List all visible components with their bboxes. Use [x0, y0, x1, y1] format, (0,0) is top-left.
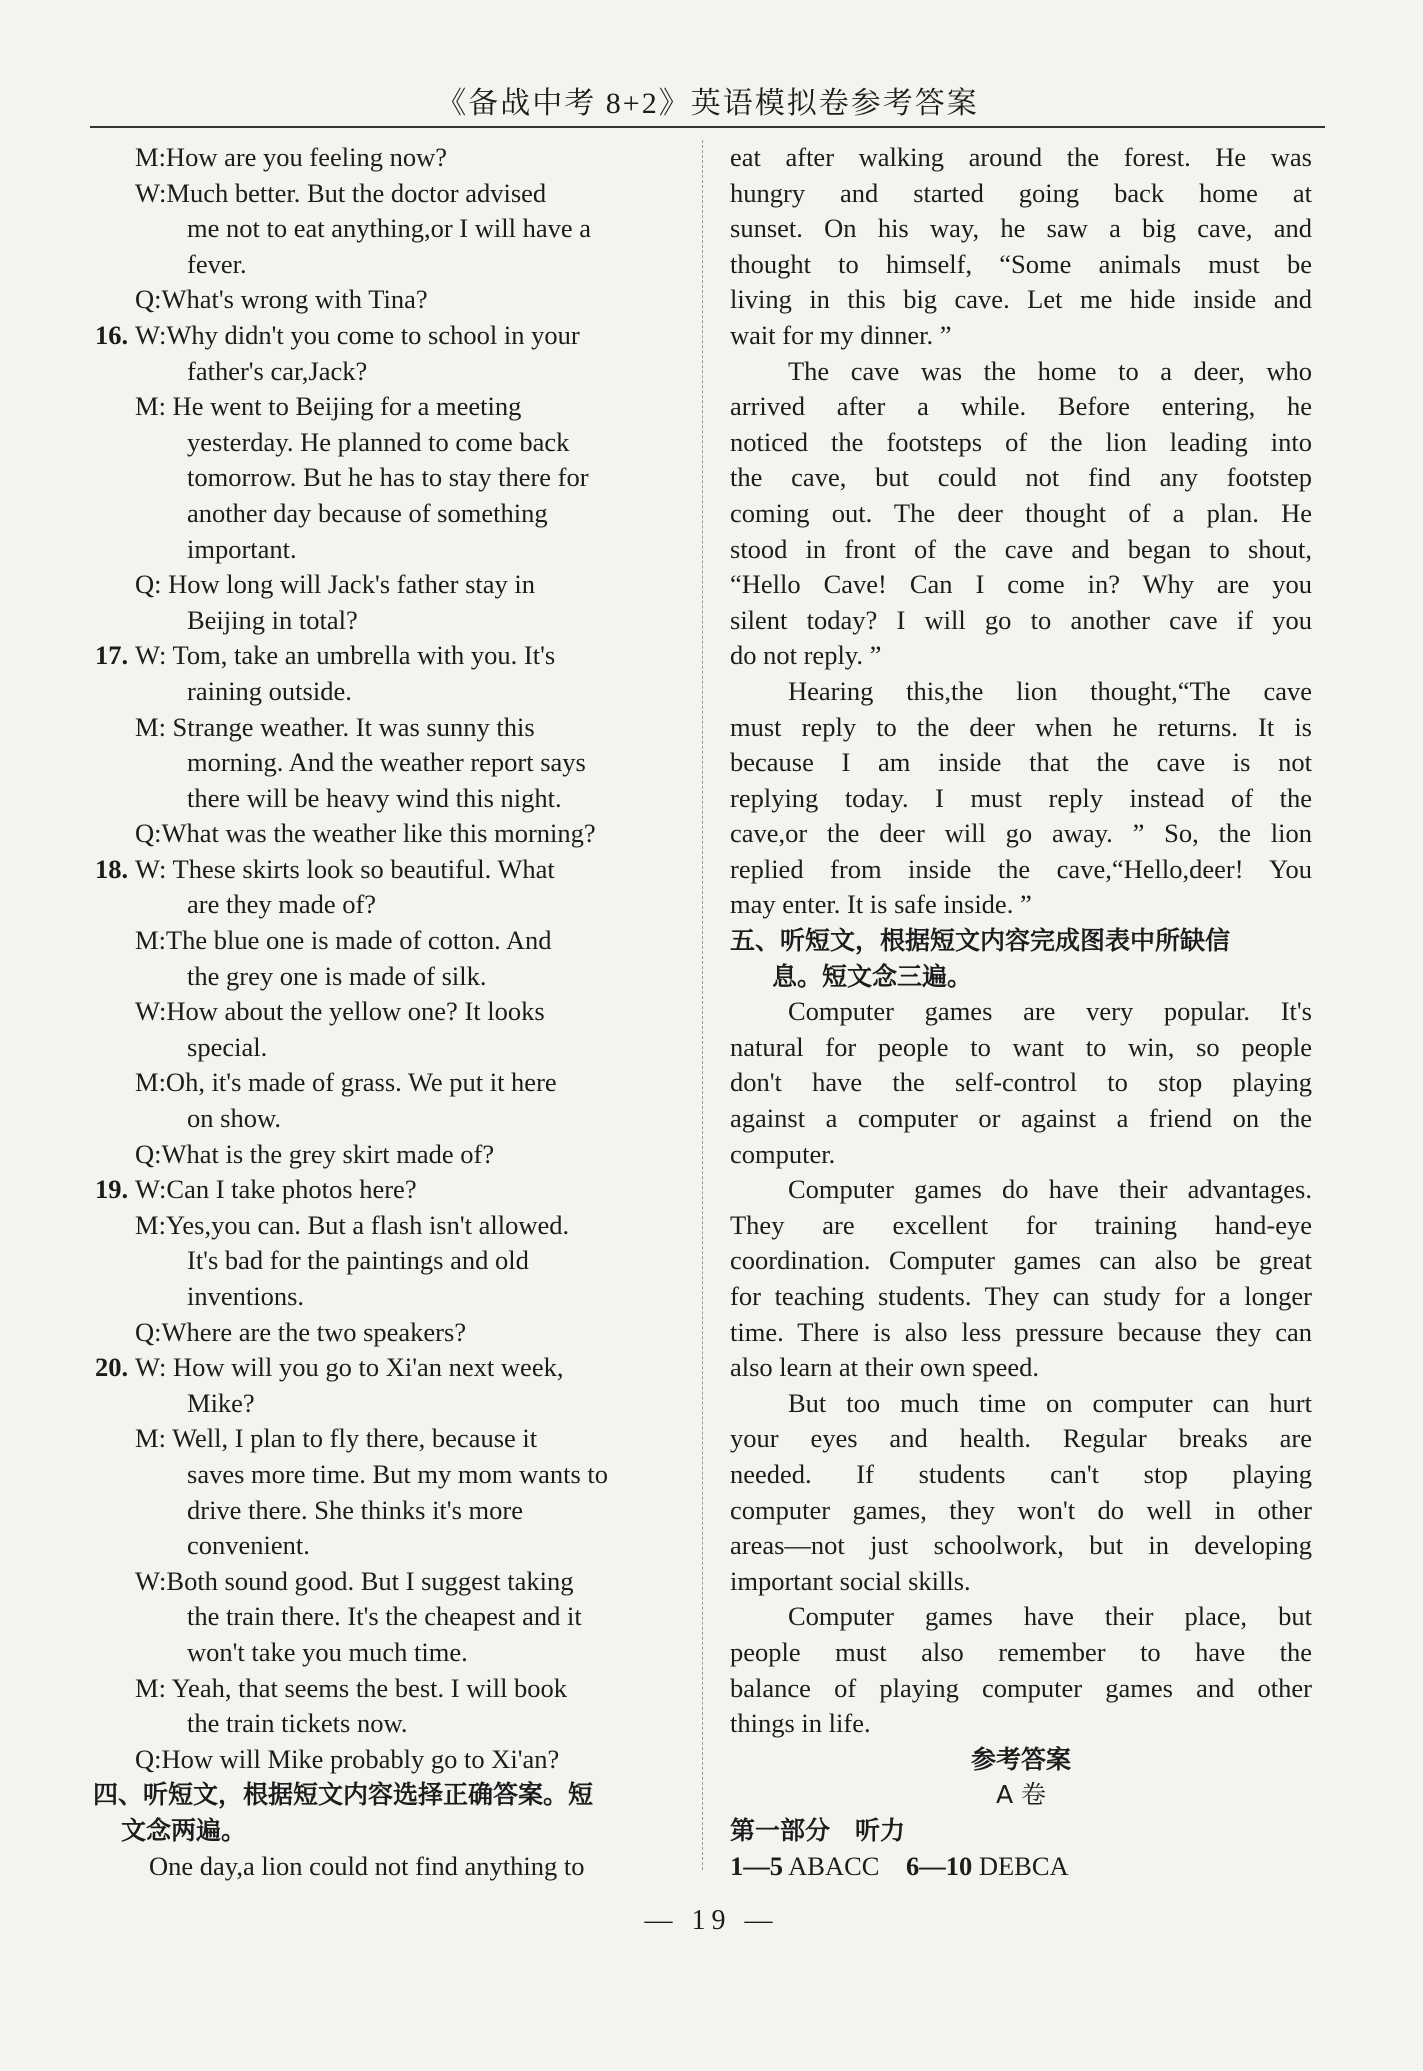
dialogue-text: M: He went to Beijing for a meeting: [135, 391, 522, 422]
passage-line: may enter. It is safe inside. ”: [730, 889, 1032, 920]
passage-line: One day,a lion could not find anything to: [149, 1850, 585, 1881]
dialogue-line: [95, 1350, 675, 1386]
dialogue-text: M:Yes,you can. But a flash isn't allowed.: [135, 1209, 570, 1240]
dialogue-text: raining outside.: [187, 675, 352, 706]
passage-line: computer games, they won't do well in other: [730, 1494, 1312, 1525]
passage-line: noticed the footsteps of the lion leading into: [730, 426, 1312, 457]
dialogue-line: [135, 923, 675, 959]
right-column: [730, 140, 1312, 1884]
passage-line: must reply to the deer when he returns. It is: [730, 711, 1312, 742]
passage-line: do not reply. ”: [730, 640, 882, 671]
dialogue-line: [135, 1457, 675, 1493]
dialogue-text: M:The blue one is made of cotton. And: [135, 925, 552, 956]
dialogue-text: inventions.: [187, 1281, 305, 1311]
dialogue-line: [135, 959, 675, 995]
passage-line: your eyes and health. Regular breaks are: [730, 1423, 1312, 1454]
question-number: 19.: [95, 1174, 129, 1205]
dialogue-line: [135, 1599, 675, 1635]
dialogue-line: [135, 1564, 675, 1600]
dialogue-text: W: Tom, take an umbrella with you. It's: [135, 640, 556, 671]
dialogue-line: [135, 425, 675, 461]
dialogue-text: yesterday. He planned to come back: [187, 426, 570, 457]
passage-line: important social skills.: [730, 1565, 971, 1596]
answers-part: 第一部分 听力: [730, 1815, 906, 1845]
dialogue-text: Q: How long will Jack's father stay in: [135, 569, 535, 600]
dialogue-text: W:Both sound good. But I suggest taking: [135, 1565, 574, 1596]
dialogue-line: [135, 389, 675, 425]
passage-line: because I am inside that the cave is not: [730, 747, 1312, 778]
passage-line: areas—not just schoolwork, but in developing: [730, 1530, 1312, 1561]
dialogue-text: father's car,Jack?: [187, 355, 368, 386]
dialogue-text: me not to eat anything,or I will have a: [187, 213, 592, 244]
passage-line: thought to himself, “Some animals must be: [730, 248, 1312, 279]
answers-title: 参考答案: [970, 1744, 1071, 1774]
answer-range: 6—10: [905, 1850, 973, 1881]
page-number: — 19 —: [644, 1905, 779, 1936]
dialogue-text: convenient.: [187, 1530, 310, 1561]
dialogue-line: [135, 1671, 675, 1707]
dialogue-line: [135, 1386, 675, 1422]
dialogue-line: [135, 816, 675, 852]
dialogue-text: drive there. She thinks it's more: [187, 1494, 523, 1525]
dialogue-text: M: Well, I plan to fly there, because it: [135, 1423, 538, 1454]
dialogue-text: saves more time. But my mom wants to: [187, 1458, 609, 1489]
dialogue-line: [95, 318, 675, 354]
dialogue-text: W: These skirts look so beautiful. What: [135, 853, 555, 884]
dialogue-line: [135, 532, 675, 568]
dialogue-line: [135, 567, 675, 603]
question-number: 17.: [95, 640, 129, 671]
dialogue-line: [135, 1243, 675, 1279]
dialogue-line: [135, 1279, 675, 1315]
dialogue-text: W:Can I take photos here?: [135, 1174, 417, 1205]
passage-line: arrived after a while. Before entering, he: [730, 391, 1312, 422]
page-header: 《备战中考 8+2》英语模拟卷参考答案: [436, 87, 979, 120]
question-number: 18.: [95, 853, 129, 884]
dialogue-line: [135, 674, 675, 710]
dialogue-text: Q:What's wrong with Tina?: [135, 284, 428, 315]
dialogue-text: Q:How will Mike probably go to Xi'an?: [135, 1743, 560, 1774]
dialogue-line: [135, 745, 675, 781]
passage-line: wait for my dinner. ”: [730, 319, 952, 350]
dialogue-line: [135, 460, 675, 496]
dialogue-line: [135, 282, 675, 318]
dialogue-line: [135, 1528, 675, 1564]
passage-line: natural for people to want to win, so people: [730, 1031, 1312, 1062]
dialogue-line: [135, 247, 675, 283]
passage-line: hungry and started going back home at: [730, 177, 1312, 208]
passage-line: Computer games are very popular. It's: [788, 996, 1312, 1027]
passage-line: sunset. On his way, he saw a big cave, and: [730, 213, 1312, 244]
dialogue-line: [135, 1065, 675, 1101]
dialogue-text: morning. And the weather report says: [187, 747, 586, 778]
left-column: [93, 140, 675, 1884]
question-number: 20.: [95, 1352, 129, 1383]
dialogue-line: [135, 1742, 675, 1778]
passage-line: “Hello Cave! Can I come in? Why are you: [730, 569, 1312, 600]
dialogue-line: [135, 211, 675, 247]
header-rule: [90, 126, 1325, 128]
dialogue-text: the train tickets now.: [187, 1708, 408, 1739]
passage-line: But too much time on computer can hurt: [788, 1387, 1312, 1418]
dialogue-text: Mike?: [187, 1387, 255, 1418]
passage-line: balance of playing computer games and other: [730, 1672, 1312, 1703]
passage-line: don't have the self-control to stop playing: [730, 1067, 1312, 1098]
dialogue-text: M: Strange weather. It was sunny this: [135, 711, 535, 742]
passage-line: also learn at their own speed.: [730, 1352, 1040, 1383]
dialogue-line: [135, 1493, 675, 1529]
answer-letters: ABACC: [783, 1850, 906, 1881]
dialogue-text: fever.: [187, 248, 247, 279]
section-4-title: 四、听短文，根据短文内容选择正确答案。短: [93, 1780, 594, 1810]
dialogue-line: [95, 638, 675, 674]
passage-line: silent today? I will go to another cave if you: [730, 604, 1312, 635]
answers-row: [730, 1849, 1312, 1885]
passage-line: computer.: [730, 1138, 836, 1169]
section-5-title-cont: 息。短文念三遍。: [772, 961, 973, 991]
dialogue-text: on show.: [187, 1103, 281, 1134]
dialogue-line: [135, 140, 675, 176]
section-4-title-cont: 文念两遍。: [121, 1815, 247, 1845]
passage-line: eat after walking around the forest. He was: [730, 142, 1312, 172]
dialogue-line: [135, 176, 675, 212]
dialogue-line: [135, 1706, 675, 1742]
dialogue-text: M:Oh, it's made of grass. We put it here: [135, 1067, 557, 1098]
passage-line: replying today. I must reply instead of the: [730, 782, 1312, 813]
dialogue-text: Q:Where are the two speakers?: [135, 1316, 467, 1347]
dialogue-line: [135, 1137, 675, 1173]
dialogue-text: tomorrow. But he has to stay there for: [187, 462, 589, 493]
dialogue-text: there will be heavy wind this night.: [187, 782, 562, 813]
dialogue-line: [135, 781, 675, 817]
dialogue-text: W:How about the yellow one? It looks: [135, 996, 545, 1027]
dialogue-line: [135, 1101, 675, 1137]
passage-line: Computer games have their place, but: [788, 1601, 1312, 1632]
dialogue-text: W: How will you go to Xi'an next week,: [135, 1352, 564, 1383]
dialogue-text: another day because of something: [187, 497, 548, 528]
dialogue-text: Q:What is the grey skirt made of?: [135, 1138, 495, 1169]
dialogue-line: [135, 1635, 675, 1671]
dialogue-text: It's bad for the paintings and old: [187, 1245, 529, 1276]
passage-line: cave,or the deer will go away. ” So, the lion: [730, 818, 1312, 849]
passage-line: They are excellent for training hand-eye: [730, 1209, 1312, 1240]
passage-line: needed. If students can't stop playing: [730, 1458, 1312, 1489]
passage-line: coordination. Computer games can also be great: [730, 1245, 1312, 1276]
passage-line: Computer games do have their advantages.: [788, 1174, 1312, 1205]
passage-line: replied from inside the cave,“Hello,deer! You: [730, 853, 1312, 884]
dialogue-text: W:Much better. But the doctor advised: [135, 177, 547, 208]
dialogue-text: the train there. It's the cheapest and it: [187, 1601, 582, 1632]
passage-line: stood in front of the cave and began to shout,: [730, 533, 1312, 564]
column-divider: [702, 140, 703, 1870]
passage-line: against a computer or against a friend on the: [730, 1103, 1312, 1134]
dialogue-text: M: Yeah, that seems the best. I will book: [135, 1672, 568, 1703]
passage-line: coming out. The deer thought of a plan. He: [730, 497, 1312, 528]
dialogue-line: [135, 603, 675, 639]
passage-line: people must also remember to have the: [730, 1636, 1312, 1667]
dialogue-line: [135, 1030, 675, 1066]
dialogue-text: Beijing in total?: [187, 604, 358, 635]
dialogue-text: the grey one is made of silk.: [187, 960, 487, 991]
dialogue-text: Q:What was the weather like this morning?: [135, 818, 596, 849]
section-5-title: 五、听短文，根据短文内容完成图表中所缺信: [730, 926, 1231, 956]
answers-volume: A 卷: [995, 1780, 1047, 1810]
dialogue-line: [135, 496, 675, 532]
passage-line: things in life.: [730, 1708, 871, 1739]
dialogue-line: [135, 1315, 675, 1351]
dialogue-line: [95, 852, 675, 888]
dialogue-text: won't take you much time.: [187, 1636, 468, 1667]
dialogue-line: [135, 710, 675, 746]
answer-range: 1—5: [730, 1850, 783, 1881]
dialogue-text: special.: [187, 1031, 268, 1062]
question-number: 16.: [95, 319, 129, 350]
dialogue-line: [135, 1421, 675, 1457]
passage-line: for teaching students. They can study for a longer: [730, 1281, 1312, 1311]
dialogue-line: [135, 994, 675, 1030]
dialogue-line: [135, 354, 675, 390]
passage-line: the cave, but could not find any footstep: [730, 462, 1312, 493]
dialogue-text: W:Why didn't you come to school in your: [135, 319, 580, 350]
dialogue-text: M:How are you feeling now?: [135, 142, 448, 172]
dialogue-line: [135, 887, 675, 923]
dialogue-text: important.: [187, 533, 297, 564]
passage-line: Hearing this,the lion thought,“The cave: [788, 675, 1312, 706]
dialogue-line: [135, 1208, 675, 1244]
passage-line: time. There is also less pressure because they can: [730, 1316, 1312, 1347]
dialogue-line: [95, 1172, 675, 1208]
passage-line: The cave was the home to a deer, who: [788, 355, 1312, 386]
dialogue-text: are they made of?: [187, 889, 377, 920]
answer-letters: DEBCA: [972, 1850, 1069, 1881]
passage-line: living in this big cave. Let me hide inside and: [730, 284, 1312, 315]
